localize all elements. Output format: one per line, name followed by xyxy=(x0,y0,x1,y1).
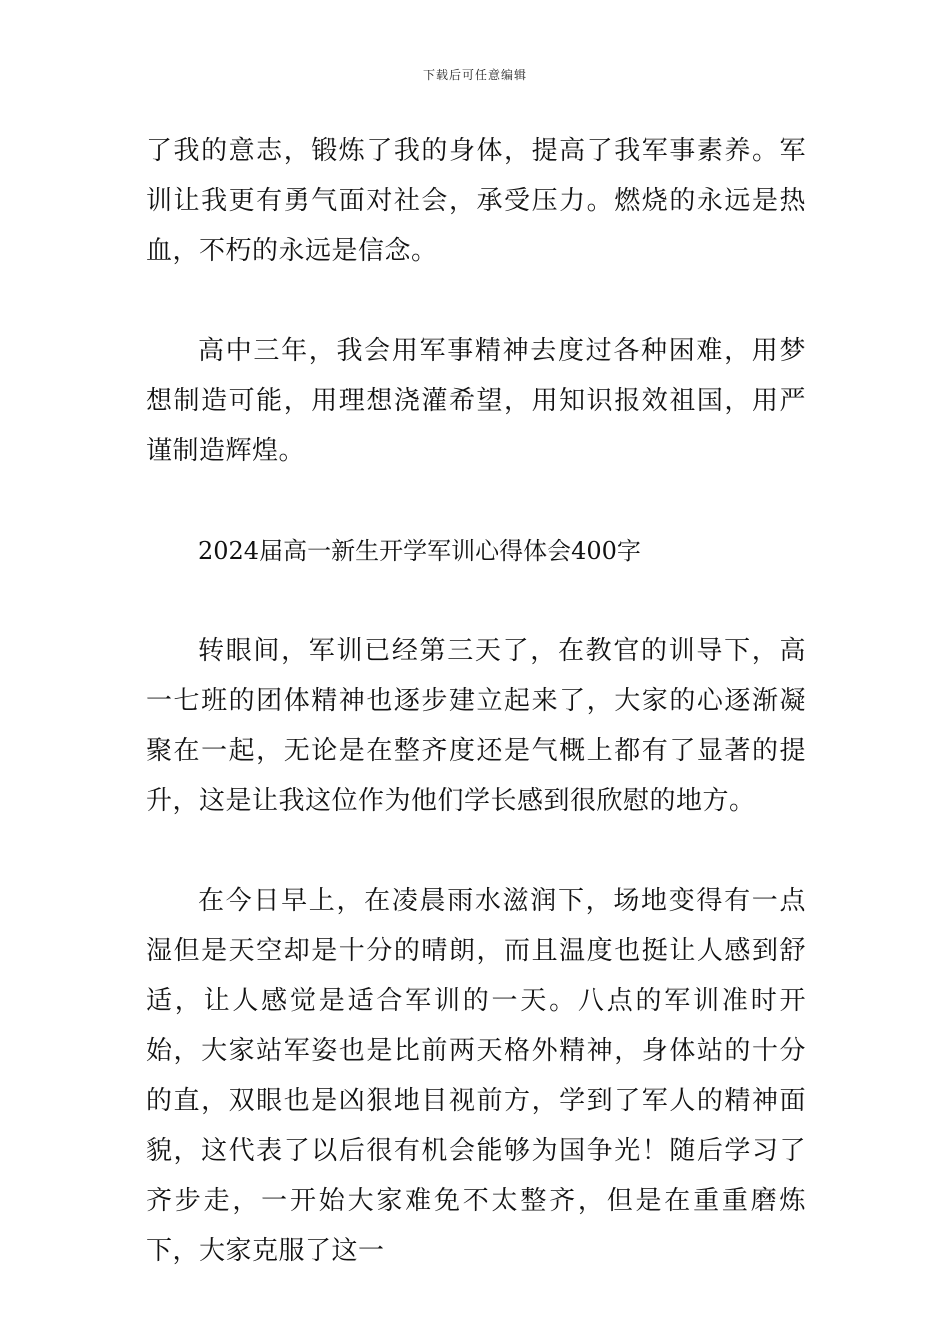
section-heading: 2024届高一新生开学军训心得体会400字 xyxy=(198,537,641,565)
paragraph-gap xyxy=(146,576,806,626)
paragraph-high-school: 高中三年，我会用军事精神去度过各种困难，用梦想制造可能，用理想浇灌希望，用知识报效祖国，用严谨制造辉煌。 xyxy=(146,336,806,466)
paragraph-gap xyxy=(146,826,806,876)
paragraph-third-day: 转眼间，军训已经第三天了，在教官的训导下，高一七班的团体精神也逐步建立起来了，大家的心逐渐凝聚在一起，无论是在整齐度还是气概上都有了显著的提升，这是让我这位作为他们学长感到很欣慰的地方。 xyxy=(146,636,806,816)
paragraph-morning: 在今日早上，在凌晨雨水滋润下，场地变得有一点湿但是天空却是十分的晴朗，而且温度也挺让人感到舒适，让人感觉是适合军训的一天。八点的军训准时开始，大家站军姿也是比前两天格外精神，身体站的十分的直，双眼也是凶狠地目视前方，学到了军人的精神面貌，这代表了以后很有机会能够为国争光！随后学习了齐步走，一开始大家难免不太整齐，但是在重重磨炼下，大家克服了这一 xyxy=(146,886,806,1266)
paragraph-gap xyxy=(146,476,806,526)
document-body xyxy=(146,126,806,1276)
paragraph-continued: 了我的意志，锻炼了我的身体，提高了我军事素养。军训让我更有勇气面对社会，承受压力。燃烧的永远是热血，不朽的永远是信念。 xyxy=(146,136,806,266)
paragraph-gap xyxy=(146,276,806,326)
header-note: 下载后可任意编辑 xyxy=(422,68,527,82)
